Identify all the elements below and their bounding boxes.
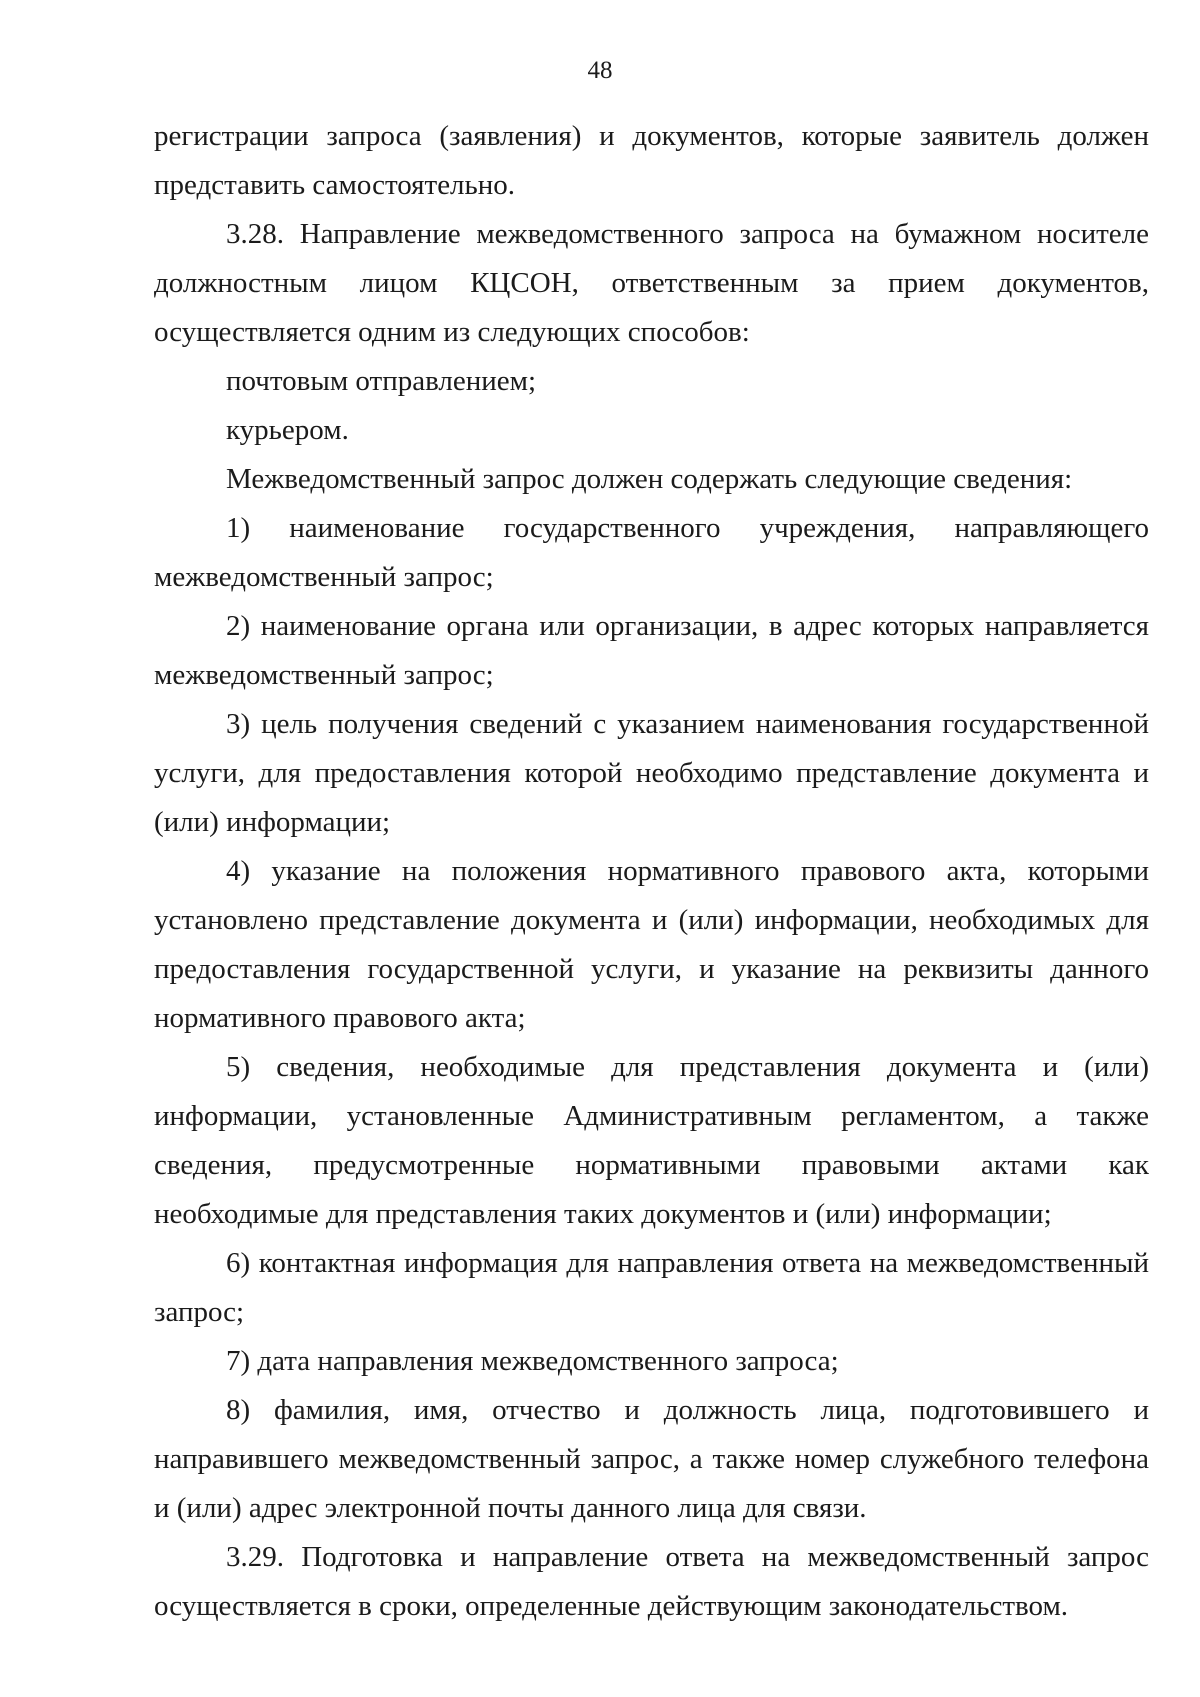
- list-item-5: 5) сведения, необходимые для представления документа и (или) информации, установленные Административным регламентом, а также сведения, предусмотренные нормативными правовыми актами как необходимые для представления таких документов и (или) информации;: [154, 1051, 1149, 1230]
- paragraph-method-mail: почтовым отправлением;: [226, 365, 537, 397]
- list-item-8: 8) фамилия, имя, отчество и должность лица, подготовившего и направившего межведомственный запрос, а также номер служебного телефона и (или) адрес электронной почты данного лица для связи.: [154, 1394, 1149, 1524]
- list-item-3: 3) цель получения сведений с указанием наименования государственной услуги, для предоставления которой необходимо представление документа и (или) информации;: [154, 708, 1149, 838]
- paragraph-request-contents-intro: Межведомственный запрос должен содержать следующие сведения:: [226, 463, 1073, 495]
- paragraph-3-29: 3.29. Подготовка и направление ответа на межведомственный запрос осуществляется в сроки, определенные действующим законодательством.: [154, 1541, 1149, 1622]
- page-number: 48: [587, 57, 613, 84]
- list-item-1: 1) наименование государственного учреждения, направляющего межведомственный запрос;: [154, 512, 1149, 593]
- paragraph-method-courier: курьером.: [226, 414, 349, 446]
- list-item-7: 7) дата направления межведомственного запроса;: [226, 1345, 839, 1377]
- list-item-4: 4) указание на положения нормативного правового акта, которыми установлено представление документа и (или) информации, необходимых для предоставления государственной услуги, и указание на реквизиты данного нормативного правового акта;: [154, 855, 1149, 1034]
- paragraph-3-28: 3.28. Направление межведомственного запроса на бумажном носителе должностным лицом КЦСОН, ответственным за прием документов, осуществляется одним из следующих способов:: [154, 218, 1149, 348]
- list-item-2: 2) наименование органа или организации, в адрес которых направляется межведомственный запрос;: [154, 610, 1149, 691]
- list-item-6: 6) контактная информация для направления ответа на межведомственный запрос;: [154, 1247, 1149, 1328]
- paragraph-continuation: регистрации запроса (заявления) и документов, которые заявитель должен представить самостоятельно.: [154, 120, 1149, 201]
- document-body: [154, 112, 1149, 1631]
